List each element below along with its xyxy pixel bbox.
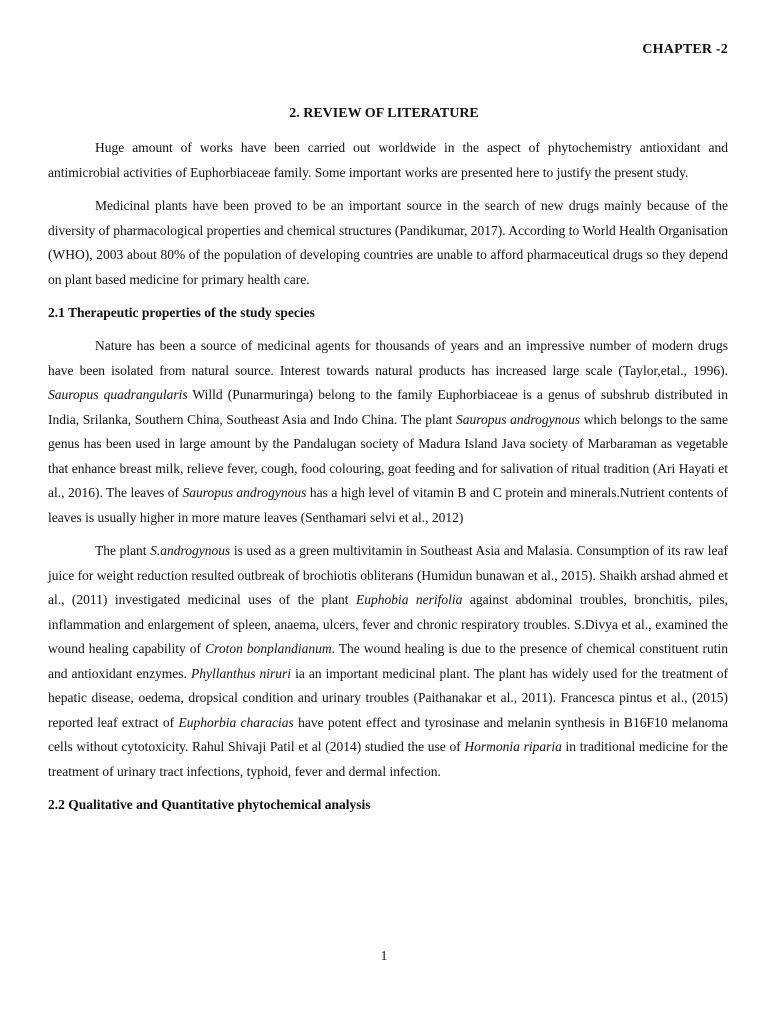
text-run: has a high level of vitamin B and C protein and minerals.Nutrient contents of leaves is usually higher in more mature leaves (Senthamari selvi et al., 2012) <box>48 485 729 525</box>
text-run: Nature has been a source of medicinal agents for thousands of years and an impressive number of modern drugs have been isolated from natural source. Interest towards natural products has increased large scale (Taylor,etal., 1996). <box>48 338 728 378</box>
species-name: Euphorbia characias <box>178 714 294 730</box>
text-run: against abdominal troubles, bronchitis, piles, inflammation and enlargement of spleen, anaema, ulcers, fever and chronic respiratory troubles. S.Divya et al., examined the wound healing capability of <box>48 592 728 656</box>
text-run: . The wound healing is due to the presence of chemical constituent rutin and antioxidant enzymes. <box>48 641 728 681</box>
text-run: Willd (Punarmuringa) belong to the family Euphorbiaceae is a genus of subshrub distributed in India, Srilanka, Southern China, Southeast Asia and Indo China. The plant <box>48 387 728 427</box>
text-run: which belongs to the same genus has been used in large amount by the Pandalugan society of Madura Island Java society of Marbaraman as vegetable that enhance breast milk, relieve fever, cough, food colouring, goat feeding and for salivation of ritual tradition (Ari Hayati et al., 2016). The leaves of <box>48 411 728 500</box>
species-name: Sauropus androgynous <box>182 485 307 500</box>
species-name: Sauropus quadrangularis <box>48 387 188 402</box>
text-run: in traditional medicine for the treatment of urinary tract infections, typhoid, fever and dermal infection. <box>48 739 729 779</box>
body-paragraph <box>48 539 728 784</box>
text-run: Medicinal plants have been proved to be an important source in the search of new drugs mainly because of the diversity of pharmacological properties and chemical structures (Pandikumar, 2017). According to World Health Organisation (WHO), 2003 about 80% of the population of developing countries are unable to afford pharmaceutical drugs so they depend on plant based medicine for primary health care. <box>48 198 728 287</box>
species-name: Euphobia nerifolia <box>355 592 463 607</box>
species-name: Croton bonplandianum <box>205 641 332 656</box>
page-title: 2. REVIEW OF LITERATURE <box>289 106 479 121</box>
species-name: S.androgynous <box>150 543 231 558</box>
text-run: ia an important medicinal plant. The plant has widely used for the treatment of hepatic disease, oedema, dropsical condition and urinary troubles (Paithanakar et al., 2011). Francesca pintus et al., (2015) reported leaf extract of <box>48 665 728 730</box>
page-number: 1 <box>380 948 388 963</box>
species-name: Phyllanthus niruri <box>190 665 292 681</box>
section-heading: 2.1 Therapeutic properties of the study species <box>48 305 315 320</box>
document-body <box>48 136 728 826</box>
body-paragraph <box>48 334 728 530</box>
chapter-label: CHAPTER -2 <box>642 42 728 57</box>
body-paragraph <box>48 194 728 292</box>
species-name: Hormonia riparia <box>464 739 562 754</box>
body-paragraph <box>48 136 728 185</box>
section-heading: 2.2 Qualitative and Quantitative phytochemical analysis <box>48 797 371 812</box>
text-run: have potent effect and tyrosinase and melanin synthesis in B16F10 melanoma cells without cytotoxicity. Rahul Shivaji Patil et al (2014) studied the use of <box>48 714 728 754</box>
text-run: The plant <box>95 543 151 558</box>
species-name: Sauropus androgynous <box>455 411 581 427</box>
text-run: Huge amount of works have been carried out worldwide in the aspect of phytochemistry antioxidant and antimicrobial activities of Euphorbiaceae family. Some important works are presented here to justify the present study. <box>48 140 728 180</box>
text-run: is used as a green multivitamin in Southeast Asia and Malasia. Consumption of its raw leaf juice for weight reduction resulted outbreak of brochiotis obliterans (Humidun bunawan et al., 2015). Shaikh arshad ahmed et al., (2011) investigated medicinal uses of the plant <box>48 543 729 607</box>
